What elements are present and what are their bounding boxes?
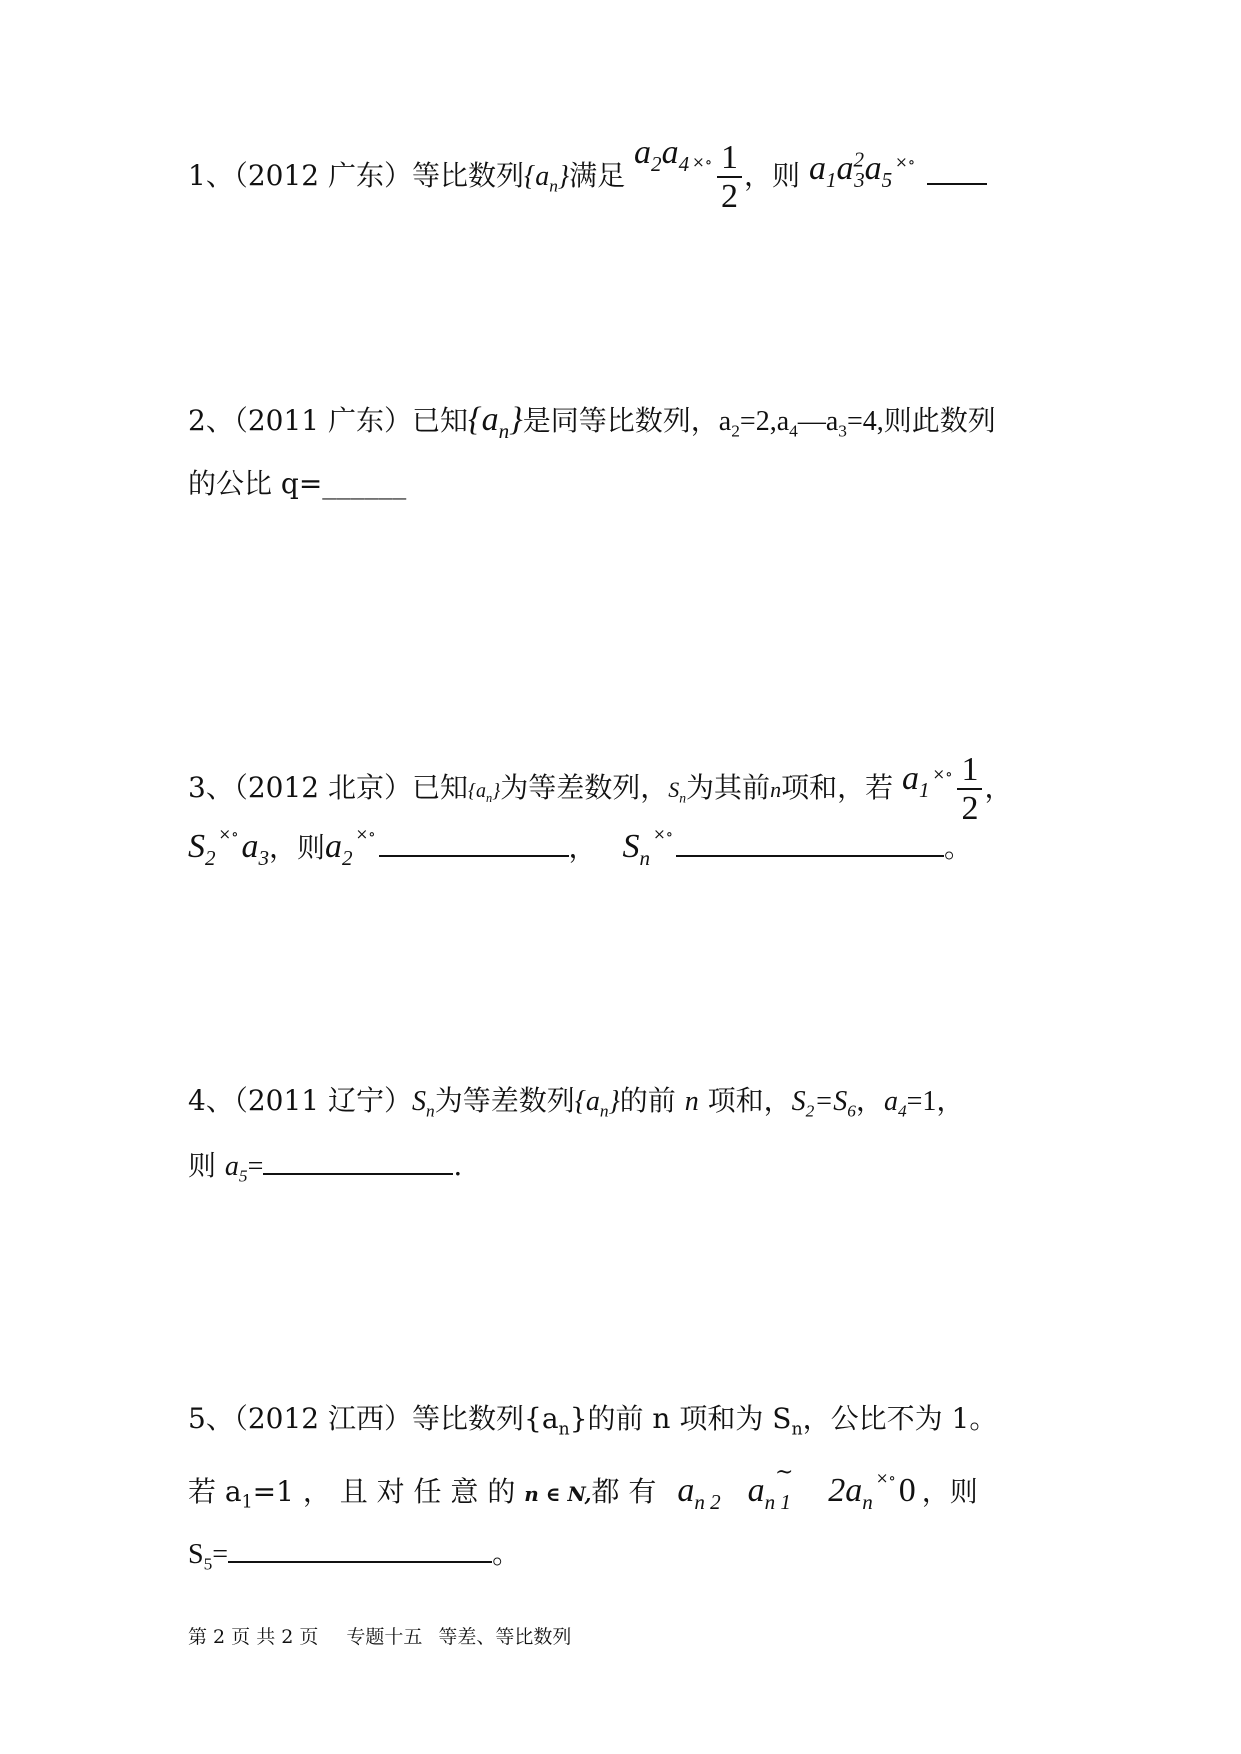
n-symbol: n [770,777,782,803]
problem-5-number: 5、 [188,1402,234,1435]
equals-glyph: ×∘ [653,825,673,843]
problem-2-text-2: 是同等比数列， [522,404,719,437]
problem-2-line-2: 的公比 q=______ [188,467,407,500]
problem-1-number: 1、 [188,159,234,193]
s2-s6-equation: $S_2=S_6$ [791,1086,856,1121]
comma: ， [855,1084,884,1117]
formula-rhs: $a_1a^2_3a_5$ [808,147,893,192]
equals-glyph: ×∘ [875,1469,896,1487]
equals-glyph-2: ×∘ [895,153,916,172]
sequence-symbol: $\{a_n\}$ [574,1086,620,1121]
sum-symbol: $S_n$ [668,777,687,806]
s2-symbol: $S_2$ [188,828,216,870]
tilde-glyph: ~ [774,1460,794,1485]
an1-symbol: $a_{n 1}$ [747,1472,791,1514]
problem-3-source: （2012 北京） [233,771,412,805]
problem-5-line-2 [188,1460,978,1514]
problem-5-text-3: 都 有 [591,1475,657,1508]
period: . [453,1149,463,1182]
period: 。 [492,1537,521,1570]
problem-4-source: （2011 辽宁） [233,1084,412,1117]
a4-symbol: $a_4$ [883,1086,907,1121]
zero: 0 [898,1472,916,1509]
problem-2-source: （2011 广东） [233,404,412,437]
two-an-symbol: $2a_n$ [828,1472,873,1514]
problem-3-text-5: ，则 [269,831,326,864]
problem-5-text: 等比数列$\{a_n\}$的前 n 项和为 $S_n$，公比不为 1。 [412,1402,998,1440]
fraction-half: $\frac{1}{2}$ [717,140,742,215]
topic-subtitle: 等差、等比数列 [438,1626,572,1648]
problem-1-text-2: 满足 [569,159,626,193]
sequence-symbol: $\{a_n\}$ [524,161,570,196]
sn-symbol: $S_n$ [622,828,651,870]
period: 。 [943,831,972,864]
s5-symbol: $S_5=$ [188,1539,229,1574]
a4-value: =1， [906,1086,965,1117]
equals-glyph: ×∘ [218,825,239,843]
problem-5-line-3 [188,1537,521,1574]
problem-3 [188,752,1012,827]
page-number: 第 2 页 共 2 页 [188,1626,319,1648]
a5-symbol: $a_5$ [224,1151,248,1186]
equals-glyph: ×∘ [355,825,376,843]
answer-blank-4 [263,1173,453,1175]
problem-1-text-3: ，则 [744,159,801,193]
sequence-symbol: $\{a_n\}$ [468,780,501,806]
page-footer [188,1622,577,1649]
problem-1-text: 等比数列 [412,159,525,193]
problem-5-then: ，则 [921,1475,978,1508]
sum-symbol: $S_n$ [412,1086,435,1121]
problem-1-source: （2012 广东） [233,159,412,193]
problem-4-number: 4、 [188,1084,234,1117]
problem-3-text-2: 为等差数列， [500,771,669,805]
problem-4 [188,1084,965,1121]
topic-label: 专题十五 [346,1626,423,1648]
answer-blank-1 [927,183,987,185]
problem-1 [188,134,987,215]
sequence-symbol: $\{a_n\}$ [468,401,523,443]
n-symbol: n [684,1086,699,1117]
problem-3-number: 3、 [188,771,234,805]
equals: = [247,1151,264,1182]
a2-symbol: $a_2$ [325,828,353,870]
problem-2-text: 已知 [412,404,469,437]
problem-5 [188,1402,998,1440]
problem-2-text-3: 则此数列 [883,404,996,437]
problem-2 [188,403,996,442]
problem-4-then: 则 [188,1149,217,1182]
problem-3-text-4: 项和，若 [781,771,894,805]
problem-3-text: 已知 [412,771,469,805]
an2-symbol: $a_{n 2}$ [677,1472,721,1514]
a3-symbol: $a_3$ [241,828,270,870]
problem-3-text-3: 为其前 [686,771,771,805]
problem-4-text-2: 的前 [619,1084,676,1117]
comma: ， [984,771,1013,805]
problem-4-line-2 [188,1149,463,1186]
fraction-half: $\frac{1}{2}$ [957,752,982,827]
n-in-naturals: n ∈ N, [524,1482,592,1506]
problem-4-text-3: 项和， [707,1084,792,1117]
problem-5-source: （2012 江西） [233,1402,412,1435]
equals-glyph: ×∘ [692,153,713,172]
problem-3-line-2 [188,825,972,870]
problem-5-text-2: 若 $a_1=1$ ， 且 对 任 意 的 [188,1475,516,1513]
condition-text: $a_2=2,a_4—a_3=4$, [718,406,884,441]
answer-blank-sn [676,855,944,857]
formula-lhs: $a_2a_4$ [634,134,690,176]
answer-blank-a2 [379,855,569,857]
answer-blank-5 [228,1561,492,1563]
a1-symbol: $a_1$ [901,760,930,802]
problem-4-text: 为等差数列 [434,1084,575,1117]
equals-glyph: ×∘ [932,765,953,784]
problem-2-number: 2、 [188,404,234,437]
comma: ， [568,831,597,864]
